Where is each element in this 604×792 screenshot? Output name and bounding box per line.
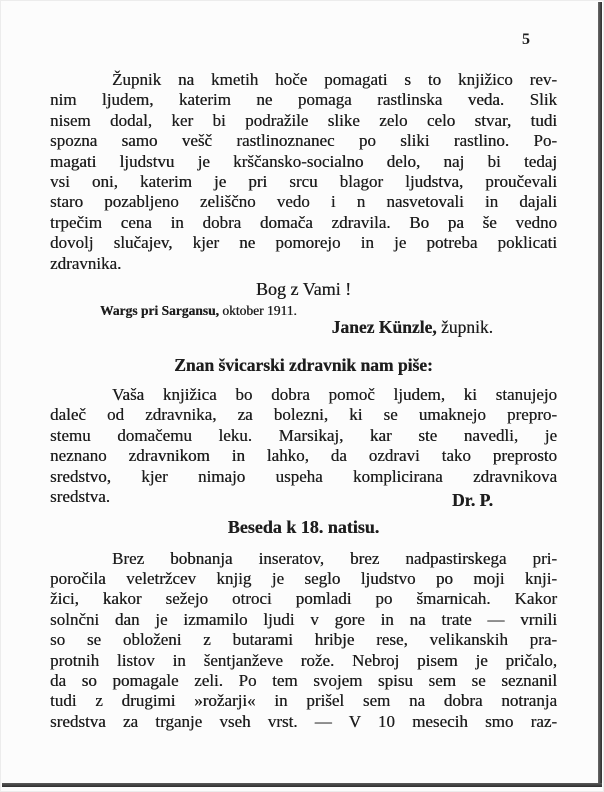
text-line: zdravnika. <box>50 253 122 273</box>
text-line: sredstva. <box>50 487 110 507</box>
text-line: trpečim cena in dobra domača zdravila. Bo pa še vedno <box>50 212 557 232</box>
text-line: nim ljudem, katerim ne pomaga rastlinska veda. Slik <box>50 90 557 110</box>
doctor-signature: Dr. P. <box>451 490 493 511</box>
text-line: so se obloženi z butarami hribje rese, velikanskih pra- <box>50 630 557 650</box>
page-content <box>50 70 557 732</box>
text-line: sredstva za trganje vseh vrst. — V 10 mesecih smo raz- <box>50 711 557 731</box>
dateline-place: Wargs pri Sargansu, <box>100 303 219 319</box>
text-line: poročila veletržcev knjig je seglo ljudstvo po moji knji- <box>50 568 557 588</box>
text-line: daleč od zdravnika, za bolezni, ki se umaknejo prepro- <box>50 405 557 425</box>
text-line: Brez bobnanja inseratov, brez nadpastirskega pri- <box>112 548 557 568</box>
text-line: protnih listov in šentjanževe rože. Nebroj pisem je pričalo, <box>50 650 557 670</box>
doctor-letter-heading: Znan švicarski zdravnik nam piše: <box>174 355 433 376</box>
text-line: da so pomagale zeli. Po tem svojem spisu sem se seznanil <box>50 670 557 690</box>
doctor-letter-section <box>50 355 557 511</box>
scan-edge-right <box>598 2 602 785</box>
text-line: magati ljudstvu je krščansko-socialno delo, naj bi tedaj <box>50 151 557 171</box>
signature-title: župnik. <box>436 317 493 338</box>
scan-edge-bottom <box>2 783 602 787</box>
intro-paragraph <box>50 70 557 336</box>
text-line: tudi z drugimi »rožarji« in prišel sem na dobra notranja <box>50 691 557 711</box>
text-line: nisem dodal, ker bi podražile slike zelo celo stvar, tudi <box>50 110 557 130</box>
text-line: Vaša knjižica bo dobra pomoč ljudem, ki stanujejo <box>112 385 557 405</box>
text-line: staro pozabljeno zeliščno vedo i n nasvetovali in dajali <box>50 192 557 212</box>
blessing-line: Bog z Vami ! <box>255 279 352 300</box>
dateline <box>50 303 557 318</box>
text-line: dovolj slučajev, kjer ne pomorejo in je potreba poklicati <box>50 233 557 253</box>
text-line: žici, kakor sežejo otroci pomladi po šmarnicah. Kakor <box>50 589 557 609</box>
text-line: sredstvo, kjer nimajo uspeha komplicirana zdravnikova <box>50 466 557 486</box>
author-signature <box>50 319 557 336</box>
text-line: solnčni dan je izmamilo ljudi v gore in na trate — vrnili <box>50 609 557 629</box>
text-line: Župnik na kmetih hoče pomagati s to knjižico rev- <box>112 70 557 89</box>
dateline-date: oktober 1911. <box>218 303 297 319</box>
signature-name: Janez Künzle, <box>331 317 437 338</box>
page-number: 5 <box>522 31 530 48</box>
text-line: neznano zdravnikom in lahko, da ozdravi tako preprosto <box>50 446 557 466</box>
text-line: vsi oni, katerim je pri srcu blagor ljudstva, proučevali <box>50 172 557 192</box>
text-line: stemu domačemu leku. Marsikaj, kar ste navedli, je <box>50 425 557 445</box>
text-line: spozna samo vešč rastlinoznanec po sliki rastlino. Po- <box>50 131 557 151</box>
preface-section <box>50 518 557 733</box>
letter-closing-row <box>50 487 557 511</box>
preface-heading: Beseda k 18. natisu. <box>227 516 380 537</box>
